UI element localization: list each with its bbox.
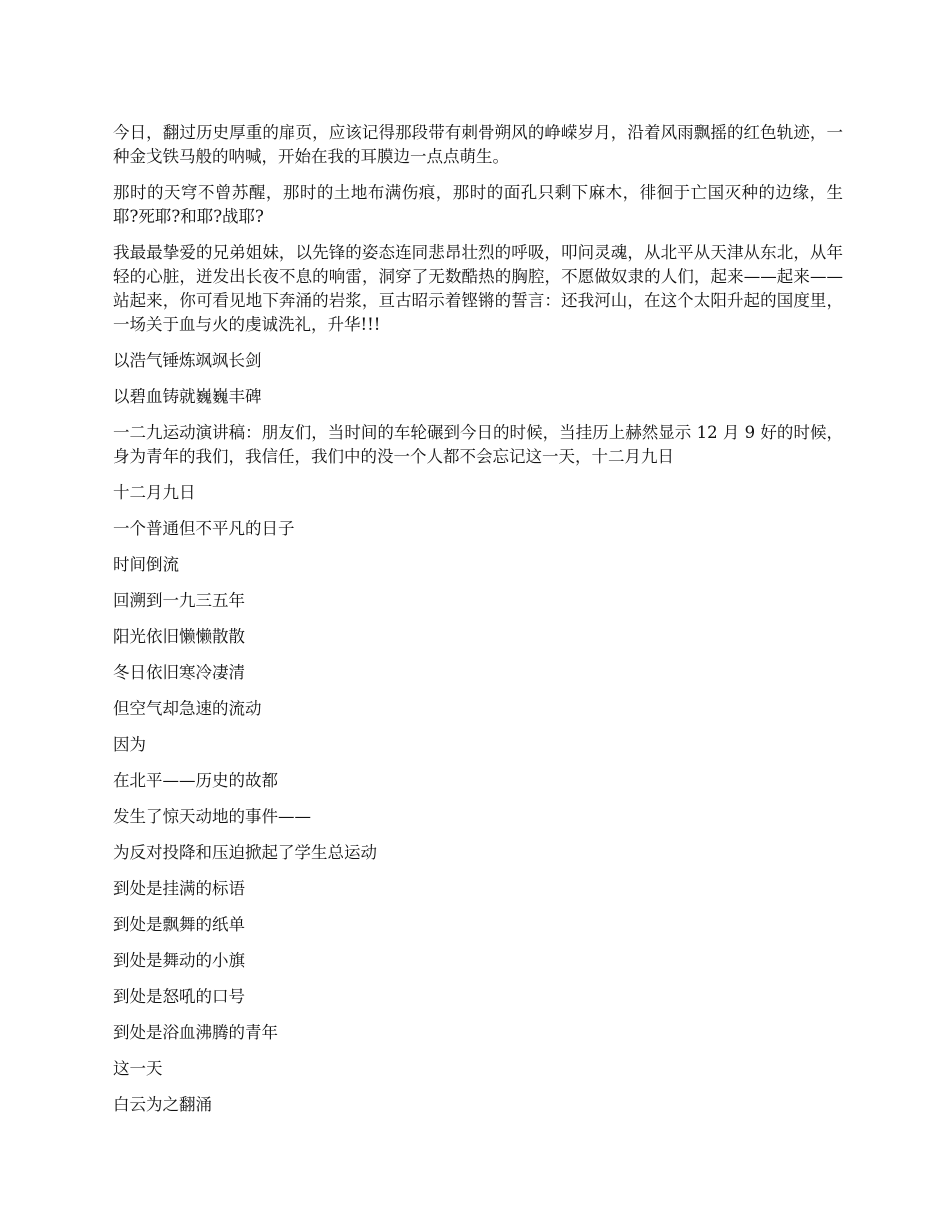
- paragraph-1: 今日，翻过历史厚重的扉页，应该记得那段带有刺骨朔风的峥嵘岁月，沿着风雨飘摇的红色轨迹，一种金戈铁马般的呐喊，开始在我的耳膜边一点点萌生。: [113, 123, 843, 166]
- paragraph-2: 那时的天穹不曾苏醒，那时的土地布满伤痕，那时的面孔只剩下麻木，徘徊于亡国灭种的边缘，生耶?死耶?和耶?战耶?: [113, 183, 843, 226]
- paragraph-9: 时间倒流: [113, 555, 179, 574]
- paragraph-20: 到处是舞动的小旗: [113, 951, 245, 970]
- paragraph-21: 到处是怒吼的口号: [113, 987, 245, 1006]
- paragraph-24: 白云为之翻涌: [113, 1095, 212, 1114]
- paragraph-12: 冬日依旧寒冷凄清: [113, 663, 245, 682]
- document-body: [113, 121, 843, 1129]
- paragraph-11: 阳光依旧懒懒散散: [113, 627, 245, 646]
- paragraph-16: 发生了惊天动地的事件——: [113, 807, 311, 826]
- paragraph-19: 到处是飘舞的纸单: [113, 915, 245, 934]
- paragraph-18: 到处是挂满的标语: [113, 879, 245, 898]
- paragraph-8: 一个普通但不平凡的日子: [113, 519, 295, 538]
- paragraph-5: 以碧血铸就巍巍丰碑: [113, 387, 262, 406]
- paragraph-3: 我最最挚爱的兄弟姐妹，以先锋的姿态连同悲昂壮烈的呼吸，叩问灵魂，从北平从天津从东北，从年轻的心脏，迸发出长夜不息的响雷，洞穿了无数酷热的胸腔，不愿做奴隶的人们，起来——起来——站起来，你可看见地下奔涌的岩浆，亘古昭示着铿锵的誓言：还我河山，在这个太阳升起的国度里，一场关于血与火的虔诚洗礼，升华!!!: [113, 243, 843, 334]
- paragraph-6: 一二九运动演讲稿：朋友们，当时间的车轮碾到今日的时候，当挂历上赫然显示 12 月 9 好的时候，身为青年的我们，我信任，我们中的没一个人都不会忘记这一天，十二月九日: [113, 423, 843, 466]
- paragraph-7: 十二月九日: [113, 483, 196, 502]
- paragraph-17: 为反对投降和压迫掀起了学生总运动: [113, 843, 377, 862]
- paragraph-15: 在北平——历史的故都: [113, 771, 278, 790]
- paragraph-13: 但空气却急速的流动: [113, 699, 262, 718]
- paragraph-10: 回溯到一九三五年: [113, 591, 245, 610]
- paragraph-23: 这一天: [113, 1059, 163, 1078]
- paragraph-22: 到处是浴血沸腾的青年: [113, 1023, 278, 1042]
- paragraph-4: 以浩气锤炼飒飒长剑: [113, 351, 262, 370]
- paragraph-14: 因为: [113, 735, 146, 754]
